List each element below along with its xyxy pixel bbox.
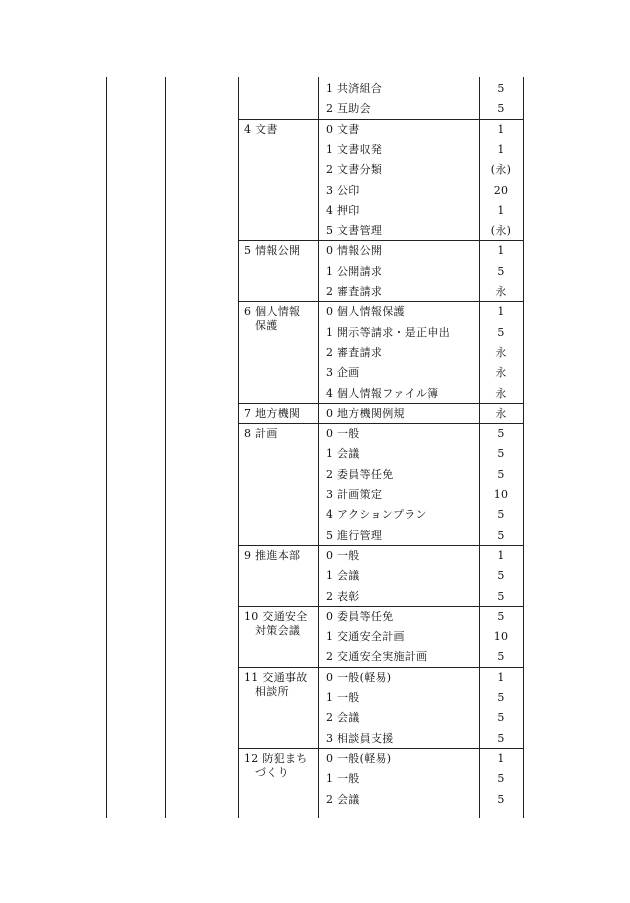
classification-label: 12 防犯まち	[244, 751, 308, 765]
item-name: 委員等任免	[337, 467, 394, 481]
retention-period: 5	[497, 711, 505, 725]
item-code: 0	[326, 670, 334, 684]
item-name: 互助会	[337, 102, 371, 116]
item-name: 計画策定	[337, 488, 383, 501]
retention-period: 5	[497, 427, 505, 441]
column-divider	[318, 77, 319, 818]
group-separator	[238, 667, 523, 668]
item-code: 0	[326, 305, 334, 319]
retention-period: 5	[497, 508, 505, 522]
item-name: 一般	[337, 427, 360, 441]
item-name: 相談員支援	[337, 731, 394, 745]
retention-period: 5	[497, 691, 505, 704]
item-code: 4	[326, 203, 334, 217]
classification-label-cont: 相談所	[255, 684, 289, 698]
retention-period: 永	[495, 386, 507, 400]
item-code: 2	[326, 102, 334, 116]
classification-label: 10 交通安全	[244, 609, 308, 623]
retention-period: 1	[497, 751, 505, 765]
group-separator	[238, 423, 523, 424]
item-name: 情報公開	[337, 244, 383, 258]
column-divider	[523, 77, 524, 818]
item-code: 2	[326, 285, 334, 298]
item-code: 5	[326, 528, 334, 542]
item-code: 0	[326, 548, 334, 562]
item-name: 審査請求	[337, 345, 383, 359]
retention-period: 5	[497, 589, 505, 603]
retention-period: 5	[497, 82, 505, 95]
retention-period: 5	[497, 609, 505, 623]
item-name: 審査請求	[337, 285, 383, 298]
item-code: 0	[326, 406, 334, 420]
item-name: 公印	[337, 183, 360, 197]
item-name: 会議	[337, 569, 360, 583]
item-code: 1	[326, 82, 334, 95]
item-name: 開示等請求・是正申出	[337, 325, 450, 339]
retention-period: 5	[497, 528, 505, 542]
item-name: 共済組合	[337, 82, 383, 95]
item-code: 3	[326, 183, 334, 197]
item-name: 文書管理	[337, 224, 383, 238]
retention-period: 5	[497, 102, 505, 116]
item-code: 1	[326, 569, 334, 583]
retention-period: 5	[497, 731, 505, 745]
retention-period: 5	[497, 792, 505, 806]
item-code: 2	[326, 650, 334, 664]
item-code: 2	[326, 345, 334, 359]
classification-label-cont: づくり	[255, 765, 289, 779]
item-code: 5	[326, 224, 334, 238]
retention-period: 5	[497, 772, 505, 786]
item-code: 1	[326, 142, 334, 156]
classification-label-cont: 対策会議	[255, 623, 301, 637]
item-code: 2	[326, 792, 334, 806]
item-name: アクションプラン	[337, 508, 427, 522]
classification-label: 5 情報公開	[244, 244, 301, 258]
item-name: 押印	[337, 203, 360, 217]
retention-period: 1	[497, 305, 505, 319]
classification-label: 8 計画	[244, 427, 278, 441]
item-code: 2	[326, 163, 334, 177]
item-code: 2	[326, 467, 334, 481]
retention-period: 永	[495, 345, 507, 359]
item-code: 3	[326, 366, 334, 380]
column-divider	[238, 77, 239, 818]
item-code: 0	[326, 122, 334, 136]
item-name: 交通安全実施計画	[337, 650, 428, 664]
group-separator	[238, 545, 523, 546]
column-divider	[165, 77, 166, 818]
item-name: 交通安全計画	[337, 630, 405, 644]
classification-label: 4 文書	[244, 122, 278, 136]
item-name: 公開請求	[337, 264, 383, 278]
item-name: 個人情報ファイル簿	[337, 386, 439, 400]
retention-period: 5	[497, 447, 505, 461]
item-name: 地方機関例規	[337, 406, 405, 420]
retention-period: 20	[493, 183, 509, 197]
retention-period: 1	[497, 244, 505, 258]
item-code: 2	[326, 589, 334, 603]
item-code: 0	[326, 427, 334, 441]
group-separator	[238, 748, 523, 749]
retention-period: 1	[497, 548, 505, 562]
item-code: 0	[326, 609, 334, 623]
retention-period: 10	[493, 488, 509, 501]
item-name: 文書	[337, 122, 360, 136]
retention-period: 1	[497, 670, 505, 684]
retention-period: 5	[497, 467, 505, 481]
retention-period: 5	[497, 325, 505, 339]
retention-period: 1	[497, 203, 505, 217]
item-code: 1	[326, 447, 334, 461]
retention-period: (永)	[490, 224, 512, 238]
item-name: 個人情報保護	[337, 305, 405, 319]
group-separator	[238, 606, 523, 607]
retention-period: 1	[497, 142, 505, 156]
item-name: 文書収発	[337, 142, 383, 156]
item-name: 進行管理	[337, 528, 383, 542]
item-name: 一般(軽易)	[337, 670, 392, 684]
group-separator	[238, 119, 523, 120]
item-name: 表彰	[337, 589, 360, 603]
classification-label-cont: 保護	[255, 319, 278, 333]
retention-period: 永	[495, 285, 507, 298]
retention-period: 10	[493, 630, 509, 644]
item-name: 会議	[337, 447, 360, 461]
item-name: 企画	[337, 366, 360, 380]
column-divider	[106, 77, 107, 818]
retention-period: 永	[495, 366, 507, 380]
item-name: 文書分類	[337, 163, 383, 177]
item-name: 一般	[337, 548, 360, 562]
classification-label: 7 地方機関	[244, 406, 301, 420]
item-code: 4	[326, 386, 334, 400]
item-name: 委員等任免	[337, 609, 394, 623]
item-name: 一般	[337, 691, 360, 704]
item-code: 0	[326, 244, 334, 258]
item-name: 一般(軽易)	[337, 751, 392, 765]
item-name: 会議	[337, 792, 360, 806]
retention-period: 永	[495, 406, 507, 420]
item-name: 会議	[337, 711, 360, 725]
retention-period: 5	[497, 650, 505, 664]
item-code: 3	[326, 488, 334, 501]
retention-period: 5	[497, 569, 505, 583]
group-separator	[238, 240, 523, 241]
retention-period: (永)	[490, 163, 512, 177]
group-separator	[238, 301, 523, 302]
item-name: 一般	[337, 772, 360, 786]
item-code: 2	[326, 711, 334, 725]
item-code: 4	[326, 508, 334, 522]
retention-period: 1	[497, 122, 505, 136]
classification-label: 6 個人情報	[244, 305, 301, 319]
item-code: 1	[326, 772, 334, 786]
item-code: 1	[326, 325, 334, 339]
item-code: 0	[326, 751, 334, 765]
item-code: 1	[326, 691, 334, 704]
retention-period: 5	[497, 264, 505, 278]
classification-label: 9 推進本部	[244, 548, 301, 562]
item-code: 3	[326, 731, 334, 745]
group-separator	[238, 403, 523, 404]
item-code: 1	[326, 630, 334, 644]
classification-label: 11 交通事故	[244, 670, 308, 684]
item-code: 1	[326, 264, 334, 278]
